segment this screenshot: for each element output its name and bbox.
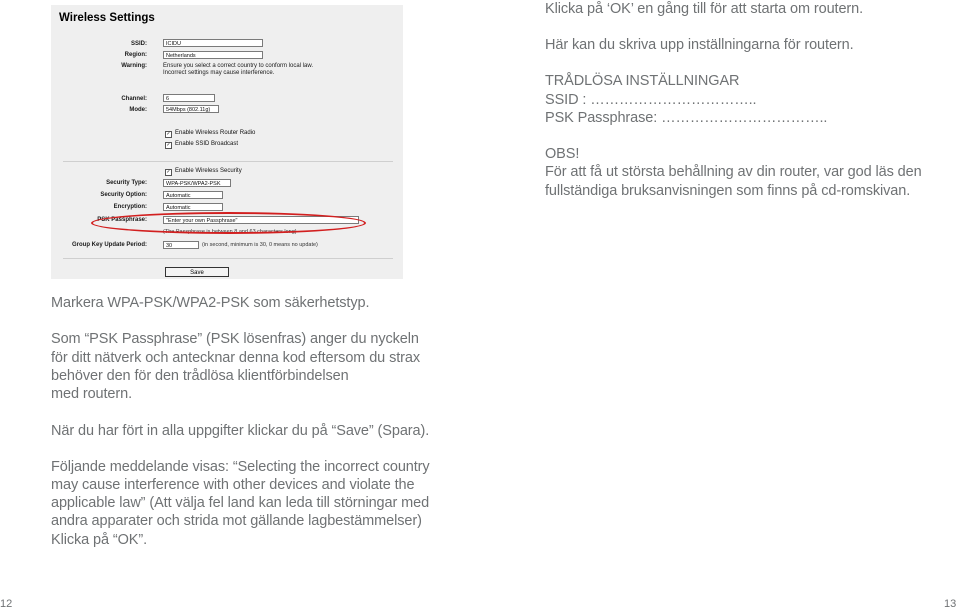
mode-select: 54Mbps (802.11g) <box>163 105 219 113</box>
encryption-label: Encryption: <box>113 204 147 210</box>
region-select: Netherlands <box>163 51 263 59</box>
write-settings-instruction: Här kan du skriva upp inställningarna för routern. <box>545 37 854 53</box>
page-number-left: 12 <box>0 598 13 610</box>
security-type-select: WPA-PSK/WPA2-PSK <box>163 179 231 187</box>
ssid-entry-line: SSID : …………………………….. <box>545 92 757 108</box>
encryption-select: Automatic <box>163 203 223 211</box>
enable-security-label: Enable Wireless Security <box>175 168 242 174</box>
passphrase-text-3: behöver den för den trådlösa klientförbindelsen <box>51 368 349 384</box>
psk-entry-line: PSK Passphrase: …………………………….. <box>545 110 828 126</box>
psk-label: PSK Passphrase: <box>97 217 147 223</box>
ssid-label: SSID: <box>130 41 147 47</box>
enable-security-checkbox: ✓ Enable Wireless Security <box>166 168 242 175</box>
warning-text-1: Ensure you select a correct country to conform local law. <box>163 63 314 69</box>
save-button: Save <box>165 267 229 277</box>
channel-label: Channel: <box>121 96 147 102</box>
security-option-label: Security Option: <box>100 192 147 198</box>
divider <box>63 258 393 259</box>
screenshot-title: Wireless Settings <box>59 12 155 24</box>
region-label: Region: <box>124 52 147 58</box>
message-text-1: Följande meddelande visas: “Selecting the incorrect country <box>51 459 430 475</box>
message-text-5: Klicka på “OK”. <box>51 532 147 548</box>
enable-radio-checkbox: ✓ Enable Wireless Router Radio <box>166 130 256 137</box>
page-number-right: 13 <box>944 598 957 610</box>
note-heading: OBS! <box>545 146 580 162</box>
warning-text-2: Incorrect settings may cause interference. <box>163 70 275 76</box>
group-key-label: Group Key Update Period: <box>71 242 147 248</box>
channel-select: 6 <box>163 94 215 102</box>
security-type-label: Security Type: <box>106 180 147 186</box>
security-type-instruction: Markera WPA-PSK/WPA2-PSK som säkerhetstyp. <box>51 295 370 311</box>
enable-radio-label: Enable Wireless Router Radio <box>175 130 256 136</box>
message-text-2: may cause interference with other devices and violate the <box>51 477 415 493</box>
security-option-select: Automatic <box>163 191 223 199</box>
warning-label: Warning: <box>121 63 147 69</box>
psk-note: (The Passphrase is between 8 and 63 characters long) <box>163 229 297 235</box>
enable-ssid-checkbox: ✓ Enable SSID Broadcast <box>166 141 239 148</box>
note-text-1: För att få ut största behållning av din router, var god läs den <box>545 164 922 180</box>
restart-instruction: Klicka på ‘OK’ en gång till för att starta om routern. <box>545 1 864 17</box>
group-key-field: 30 <box>163 241 199 249</box>
wireless-settings-heading: TRÅDLÖSA INSTÄLLNINGAR <box>545 73 740 89</box>
router-settings-screenshot <box>51 5 403 279</box>
psk-field: "Enter your own Passphrase" <box>163 216 359 224</box>
save-instruction: När du har fört in alla uppgifter klickar du på “Save” (Spara). <box>51 423 430 439</box>
note-text-2: fullständiga bruksanvisningen som finns på cd-romskivan. <box>545 183 911 199</box>
message-text-4: andra apparater och strida mot gällande lagbestämmelser) <box>51 513 422 529</box>
passphrase-text-2: för ditt nätverk och antecknar denna kod eftersom du strax <box>51 350 420 366</box>
ssid-field: ICIDU <box>163 39 263 47</box>
enable-ssid-label: Enable SSID Broadcast <box>175 141 239 147</box>
mode-label: Mode: <box>129 107 147 113</box>
psk-highlight-oval <box>91 212 366 234</box>
message-text-3: applicable law” (Att välja fel land kan leda till störningar med <box>51 495 430 511</box>
passphrase-text-1: Som “PSK Passphrase” (PSK lösenfras) anger du nyckeln <box>51 331 419 347</box>
passphrase-text-4: med routern. <box>51 386 133 402</box>
group-key-note: (in second, minimum is 30, 0 means no update) <box>202 242 318 248</box>
divider <box>63 161 393 162</box>
